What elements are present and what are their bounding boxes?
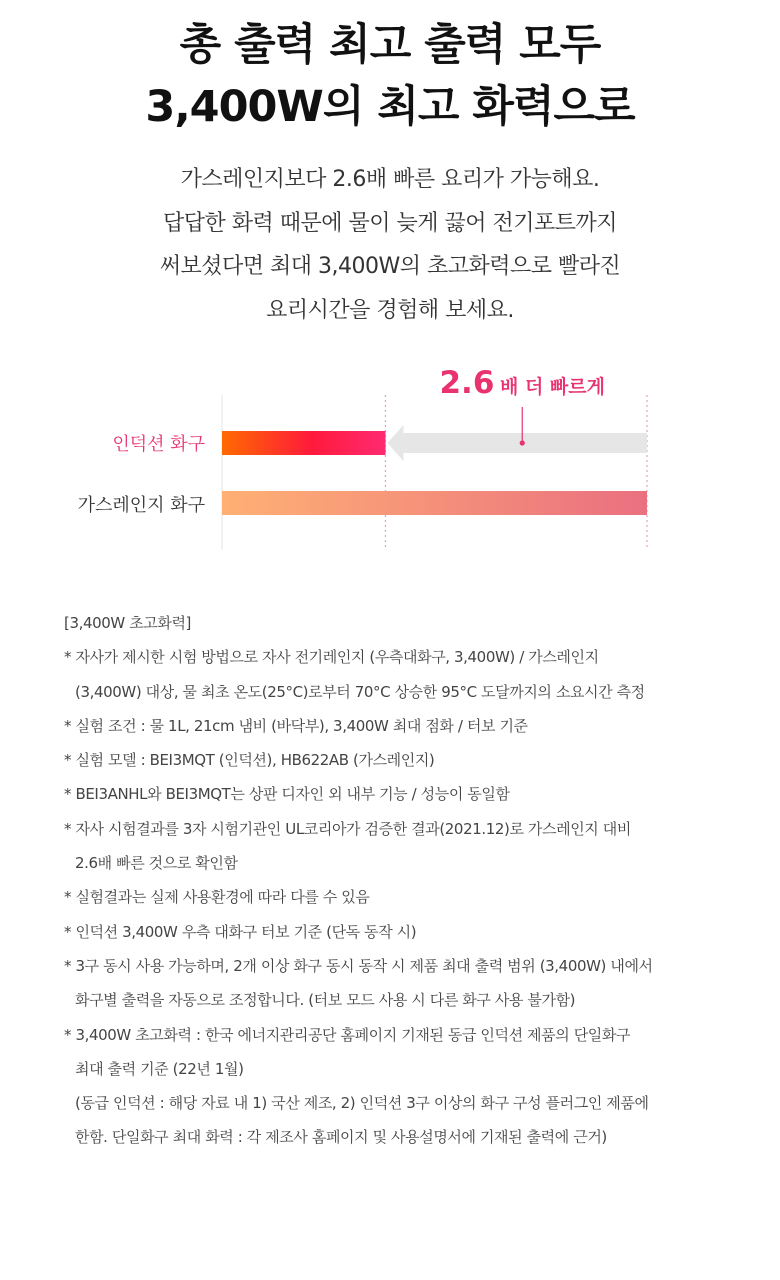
note-line: * 실험 모델 : BEI3MQT (인덕션), HB622AB (가스레인지) (64, 751, 435, 770)
intro-line-1: 가스레인지보다 2.6배 빠른 요리가 가능해요. (180, 167, 600, 192)
note-line: 한함. 단일화구 최대 화력 : 각 제조사 홈페이지 및 사용설명서에 기재된 출력에 근거) (75, 1128, 607, 1147)
note-line: 최대 출력 기준 (22년 1월) (75, 1059, 244, 1078)
note-line: (동급 인덕션 : 해당 자료 내 1) 국산 제조, 2) 인덕션 3구 이상의 화구 구성 플러그인 제품에 (75, 1094, 649, 1113)
note-line: * 자사가 제시한 시험 방법으로 자사 전기레인지 (우측대화구, 3,400W) / 가스레인지 (64, 648, 599, 667)
annotation-dot (520, 440, 525, 445)
intro-line-3: 써보셨다면 최대 3,400W의 초고화력으로 빨라진 (159, 254, 621, 279)
intro-text (0, 158, 780, 332)
note-line: * BEI3ANHL와 BEI3MQT는 상판 디자인 외 내부 기능 / 성능이 동일함 (64, 785, 510, 804)
category-label-induction: 인덕션 화구 (112, 434, 205, 455)
note-line: * 3구 동시 사용 가능하며, 2개 이상 화구 동시 동작 시 제품 최대 출력 범위 (3,400W) 내에서 (64, 956, 653, 975)
note-line: 2.6배 빠른 것으로 확인함 (75, 854, 238, 873)
footnotes (64, 606, 754, 1155)
note-line: * 실험결과는 실제 사용환경에 따라 다를 수 있음 (64, 888, 370, 907)
bar-gas (222, 491, 647, 515)
note-line: * 실험 조건 : 물 1L, 21cm 냄비 (바닥부), 3,400W 최대 점화 / 터보 기준 (64, 716, 528, 735)
speed-arrow (387, 425, 647, 461)
note-line: 화구별 출력을 자동으로 조정합니다. (터보 모드 사용 시 다른 화구 사용 불가함) (75, 991, 576, 1010)
intro-line-4: 요리시간을 경험해 보세요. (266, 297, 514, 323)
note-line: * 3,400W 초고화력 : 한국 에너지관리공단 홈페이지 기재된 동급 인덕션 제품의 단일화구 (64, 1025, 631, 1044)
bar-induction (222, 431, 386, 455)
speed-comparison-chart (0, 355, 780, 570)
intro-line-2: 답답한 화력 때문에 물이 늦게 끓어 전기포트까지 (162, 210, 617, 236)
headline-line-1: 총 출력 최고 출력 모두 (179, 20, 601, 70)
category-label-gas: 가스레인지 화구 (77, 495, 205, 516)
chart-canvas (0, 355, 780, 570)
note-line: * 자사 시험결과를 3자 시험기관인 UL코리아가 검증한 결과(2021.12)로 가스레인지 대비 (64, 819, 631, 838)
note-heading: [3,400W 초고화력] (64, 614, 192, 632)
annotation-label (439, 365, 605, 401)
annotation-text: 배 더 빠르게 (499, 376, 605, 398)
note-line: * 인덕션 3,400W 우측 대화구 터보 기준 (단독 동작 시) (64, 922, 417, 941)
note-line: (3,400W) 대상, 물 최초 온도(25°C)로부터 70°C 상승한 95°C 도달까지의 소요시간 측정 (75, 682, 645, 701)
headline-line-2: 3,400W의 최고 화력으로 (145, 82, 635, 132)
annotation-number: 2.6 (439, 365, 495, 401)
headline (0, 14, 780, 138)
